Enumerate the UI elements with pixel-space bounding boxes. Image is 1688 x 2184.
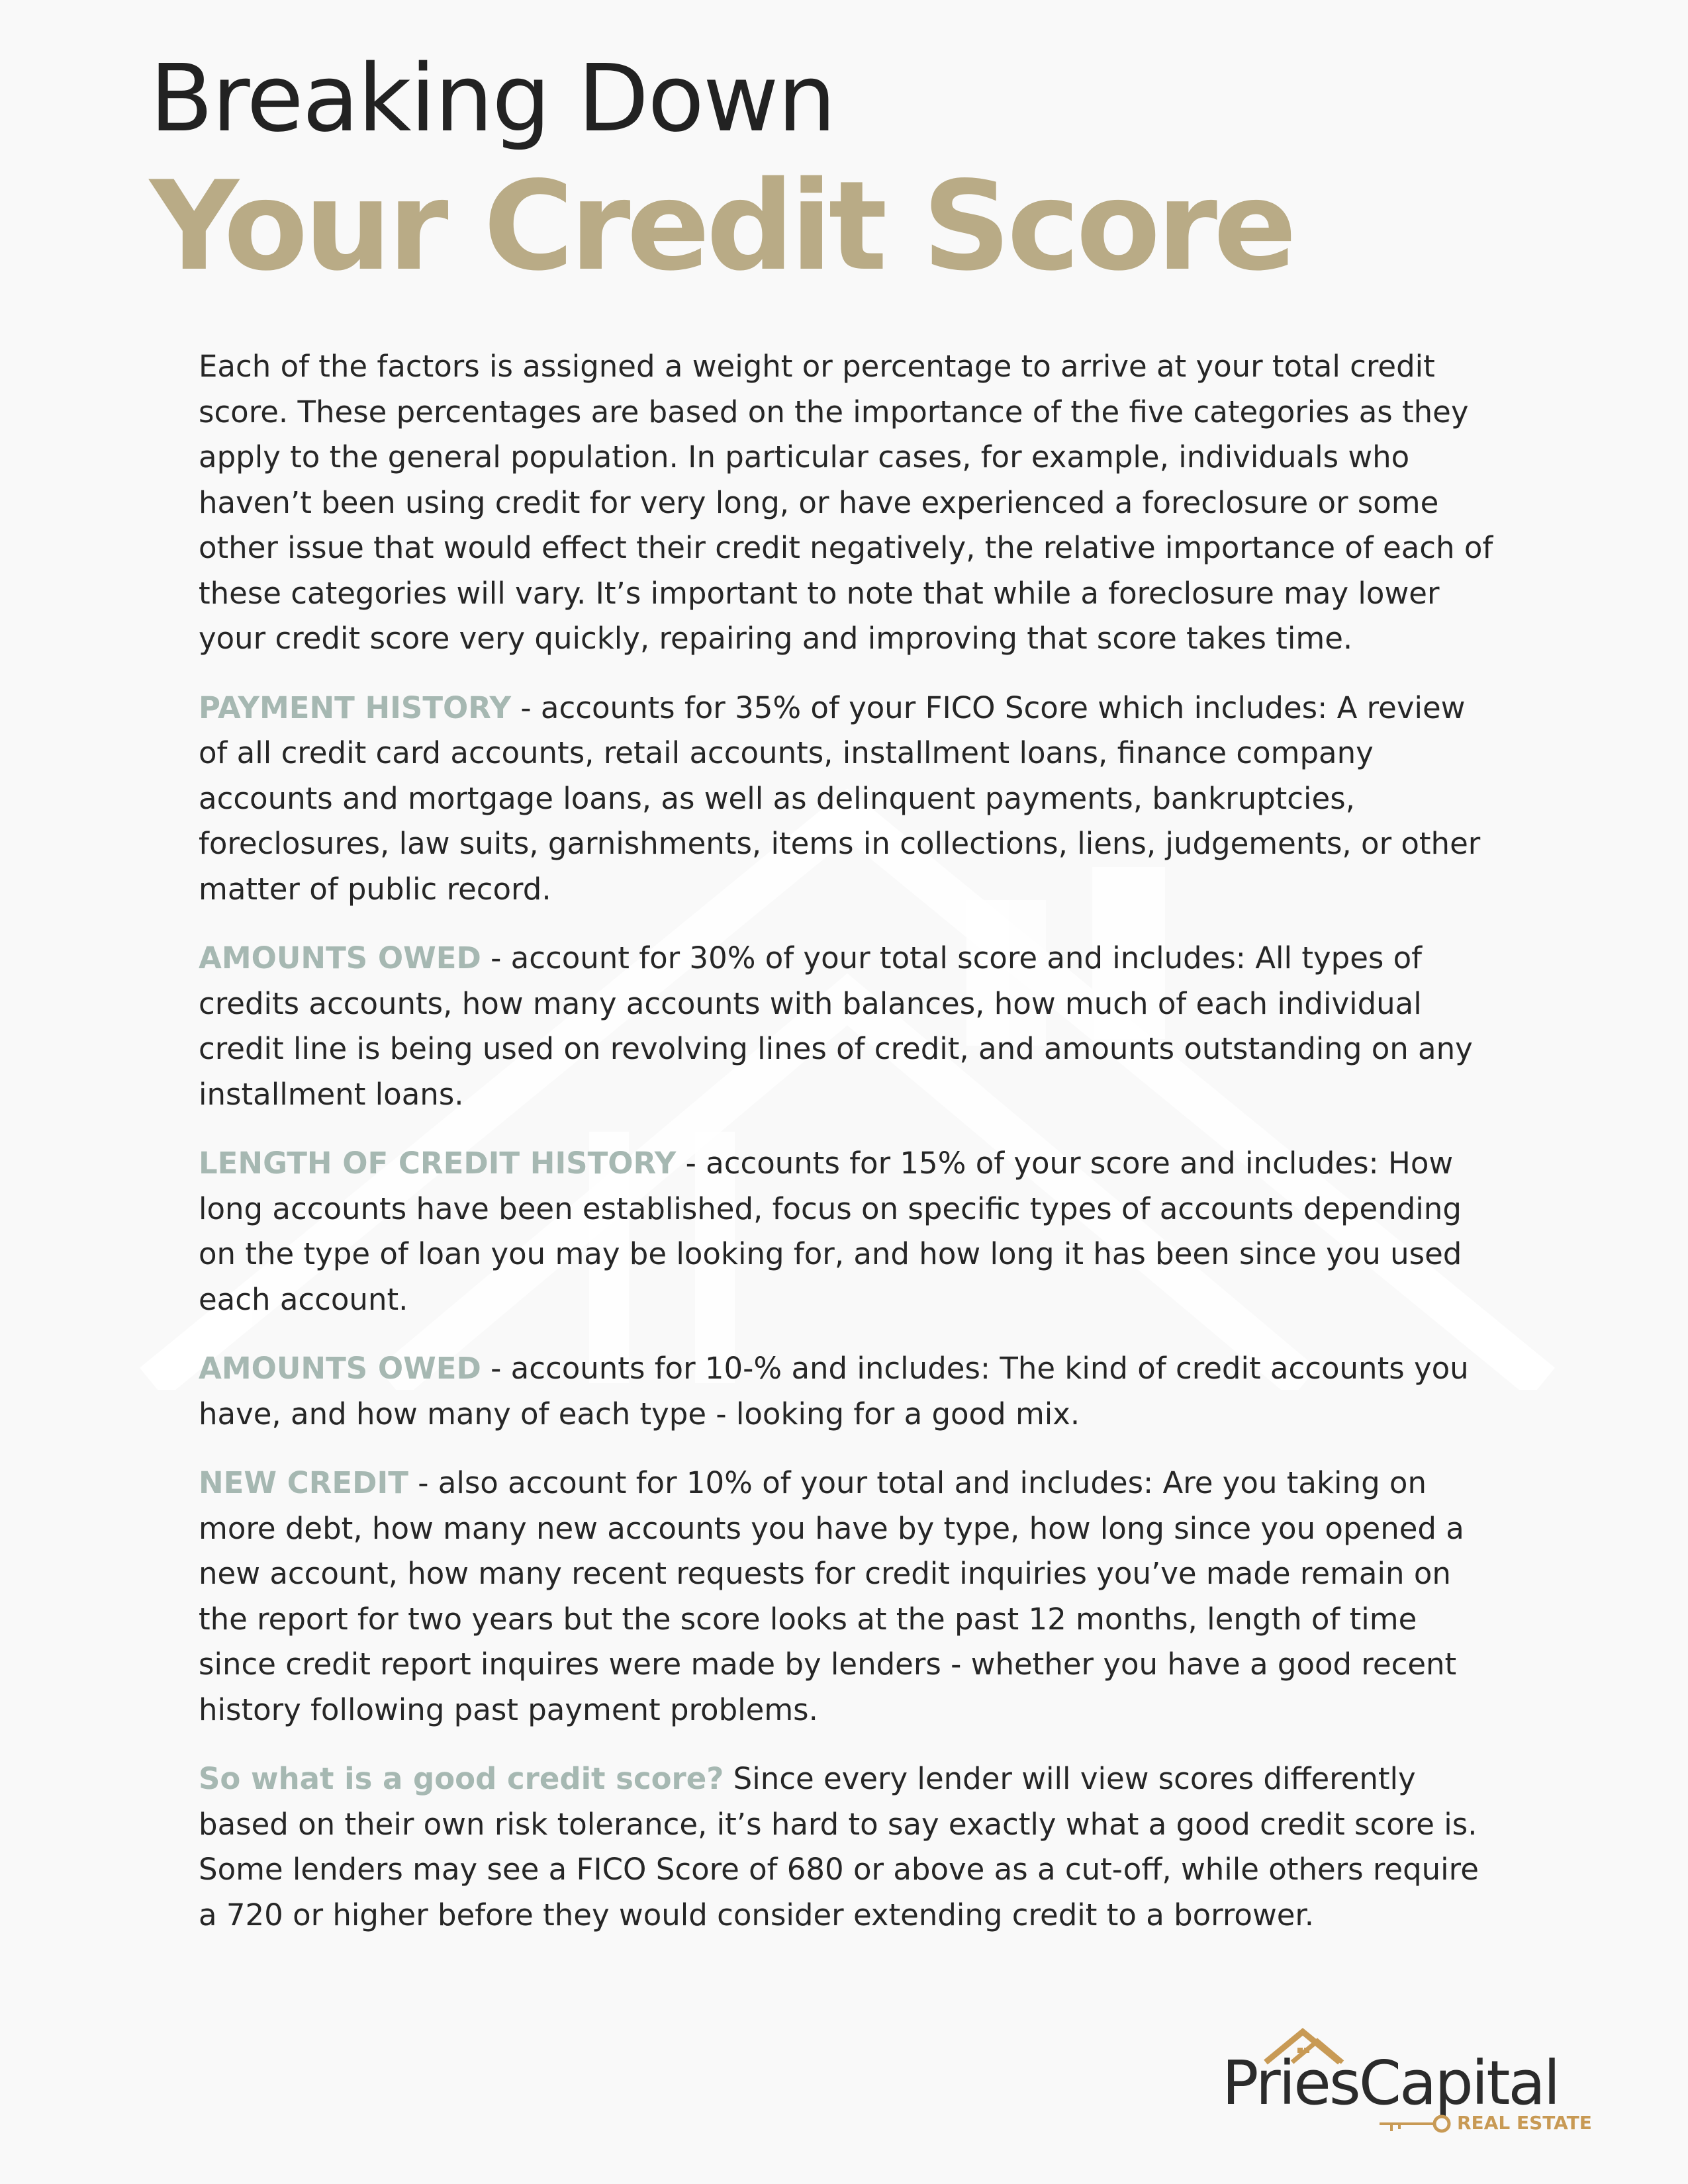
title-block [150,46,1293,299]
section-heading: LENGTH OF CREDIT HISTORY [199,1146,677,1181]
section-text: - accounts for 35% of your FICO Score which includes: A review of all credit card accounts, retail accounts, installment loans, finance company accounts and mortgage loans, as well as delinquent payments, bankruptcies, foreclosures, law suits, garnishments, items in collections, liens, judgements, or other matter of public record. [199,690,1481,907]
section-new-credit [199,1461,1496,1733]
section-good-credit-score [199,1756,1496,1938]
section-heading: AMOUNTS OWED [199,940,481,976]
logo-wordmark: PriesCapital [1222,2048,1559,2118]
section-payment-history [199,686,1496,913]
section-amounts-owed [199,936,1496,1117]
pries-capital-logo [1222,2025,1593,2144]
section-amounts-owed-mix [199,1346,1496,1437]
section-text: - also account for 10% of your total and includes: Are you taking on more debt, how many new accounts you have by type, how long since you opened a new account, how many recent requests for credit inquiries you’ve made remain on the report for two years but the score looks at the past 12 months, length of time since credit report inquires were made by lenders - whether you have a good recent history following past payment problems. [199,1465,1464,1727]
key-icon [1380,2113,1452,2135]
page-title-line2: Your Credit Score [150,154,1293,298]
section-text: - accounts for 15% of your score and includes: How long accounts have been established, focus on specific types of accounts depending on the type of loan you may be looking for, and how long it has been since you used each account. [199,1146,1462,1317]
intro-paragraph: Each of the factors is assigned a weight or percentage to arrive at your total credit score. These percentages are based on the importance of the five categories as they apply to the general population. In particular cases, for example, individuals who haven’t been using credit for very long, or have experienced a foreclosure or some other issue that would effect their credit negatively, the relative importance of each of these categories will vary. It’s important to note that while a foreclosure may lower your credit score very quickly, repairing and improving that score takes time. [199,349,1493,656]
article-body [199,344,1496,1962]
section-text: - account for 30% of your total score and includes: All types of credits accounts, how many accounts with balances, how much of each individual credit line is being used on revolving lines of credit, and amounts outstanding on any installment loans. [199,940,1473,1112]
section-text: Since every lender will view scores differently based on their own risk tolerance, it’s hard to say exactly what a good credit score is. Some lenders may see a FICO Score of 680 or above as a cut-off, while others require a 720 or higher before they would consider extending credit to a borrower. [199,1761,1479,1933]
section-heading: So what is a good credit score? [199,1761,724,1796]
logo-subtitle: REAL ESTATE [1457,2112,1592,2134]
page-title-line1: Breaking Down [150,45,835,153]
section-heading: PAYMENT HISTORY [199,690,512,725]
section-heading: AMOUNTS OWED [199,1351,481,1386]
section-heading: NEW CREDIT [199,1465,408,1500]
section-text: - accounts for 10-% and includes: The kind of credit accounts you have, and how many of each type - looking for a good mix. [199,1351,1469,1432]
section-length-of-credit-history [199,1141,1496,1322]
